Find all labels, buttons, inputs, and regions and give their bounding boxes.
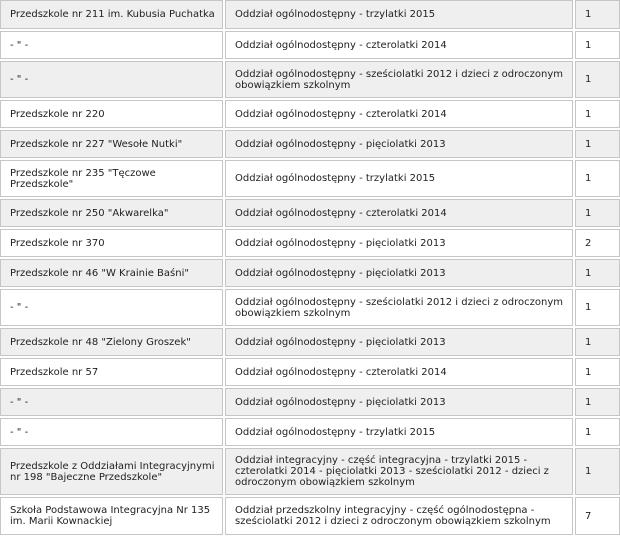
count-cell: 1 (575, 31, 620, 59)
school-cell: Przedszkole nr 57 (0, 358, 223, 386)
count-cell: 1 (575, 358, 620, 386)
unit-cell: Oddział ogólnodostępny - pięciolatki 2013 (225, 328, 573, 356)
table-row (0, 31, 620, 59)
unit-cell: Oddział ogólnodostępny - pięciolatki 2013 (225, 130, 573, 158)
unit-cell: Oddział ogólnodostępny - sześciolatki 2012 i dzieci z odroczonym obowiązkiem szkolnym (225, 61, 573, 98)
unit-cell: Oddział ogólnodostępny - pięciolatki 2013 (225, 259, 573, 287)
count-cell: 1 (575, 289, 620, 326)
school-cell: Przedszkole nr 370 (0, 229, 223, 257)
school-cell: Przedszkole nr 227 "Wesołe Nutki" (0, 130, 223, 158)
table-row (0, 448, 620, 495)
unit-cell: Oddział ogólnodostępny - trzylatki 2015 (225, 418, 573, 446)
table-row (0, 160, 620, 197)
count-cell: 1 (575, 448, 620, 495)
unit-cell: Oddział ogólnodostępny - czterolatki 2014 (225, 31, 573, 59)
table-row (0, 61, 620, 98)
school-cell: Przedszkole nr 235 "Tęczowe Przedszkole" (0, 160, 223, 197)
school-cell: Przedszkole nr 220 (0, 100, 223, 128)
unit-cell: Oddział przedszkolny integracyjny - część ogólnodostępna - sześciolatki 2012 i dzieci z odroczonym obowiązkiem szkolnym (225, 497, 573, 535)
table-row (0, 130, 620, 158)
school-cell: Przedszkole nr 250 "Akwarelka" (0, 199, 223, 227)
table-row (0, 418, 620, 446)
count-cell: 1 (575, 61, 620, 98)
count-cell: 1 (575, 100, 620, 128)
school-cell: Przedszkole nr 48 "Zielony Groszek" (0, 328, 223, 356)
school-cell: Przedszkole nr 211 im. Kubusia Puchatka (0, 0, 223, 29)
table-row (0, 388, 620, 416)
unit-cell: Oddział ogólnodostępny - trzylatki 2015 (225, 0, 573, 29)
unit-cell: Oddział ogólnodostępny - pięciolatki 2013 (225, 388, 573, 416)
school-cell: - " - (0, 31, 223, 59)
table-row (0, 0, 620, 29)
unit-cell: Oddział ogólnodostępny - czterolatki 2014 (225, 358, 573, 386)
school-cell: - " - (0, 289, 223, 326)
unit-cell: Oddział ogólnodostępny - pięciolatki 2013 (225, 229, 573, 257)
school-cell: - " - (0, 418, 223, 446)
table-row (0, 358, 620, 386)
unit-cell: Oddział ogólnodostępny - sześciolatki 2012 i dzieci z odroczonym obowiązkiem szkolnym (225, 289, 573, 326)
table-row (0, 199, 620, 227)
count-cell: 1 (575, 130, 620, 158)
count-cell: 7 (575, 497, 620, 535)
table-row (0, 328, 620, 356)
school-cell: Przedszkole nr 46 "W Krainie Baśni" (0, 259, 223, 287)
table-row (0, 497, 620, 535)
count-cell: 1 (575, 259, 620, 287)
count-cell: 2 (575, 229, 620, 257)
count-cell: 1 (575, 199, 620, 227)
unit-cell: Oddział ogólnodostępny - czterolatki 2014 (225, 199, 573, 227)
school-cell: Szkoła Podstawowa Integracyjna Nr 135 im. Marii Kownackiej (0, 497, 223, 535)
count-cell: 1 (575, 160, 620, 197)
table-row (0, 100, 620, 128)
unit-cell: Oddział ogólnodostępny - trzylatki 2015 (225, 160, 573, 197)
count-cell: 1 (575, 328, 620, 356)
table-row (0, 289, 620, 326)
count-cell: 1 (575, 388, 620, 416)
school-cell: Przedszkole z Oddziałami Integracyjnymi nr 198 "Bajeczne Przedszkole" (0, 448, 223, 495)
table-row (0, 229, 620, 257)
count-cell: 1 (575, 418, 620, 446)
unit-cell: Oddział ogólnodostępny - czterolatki 2014 (225, 100, 573, 128)
school-cell: - " - (0, 61, 223, 98)
table-row (0, 259, 620, 287)
count-cell: 1 (575, 0, 620, 29)
unit-cell: Oddział integracyjny - część integracyjna - trzylatki 2015 - czterolatki 2014 - pięciolatki 2013 - sześciolatki 2012 - dzieci z odroczonym obowiązkiem szkolnym (225, 448, 573, 495)
school-cell: - " - (0, 388, 223, 416)
